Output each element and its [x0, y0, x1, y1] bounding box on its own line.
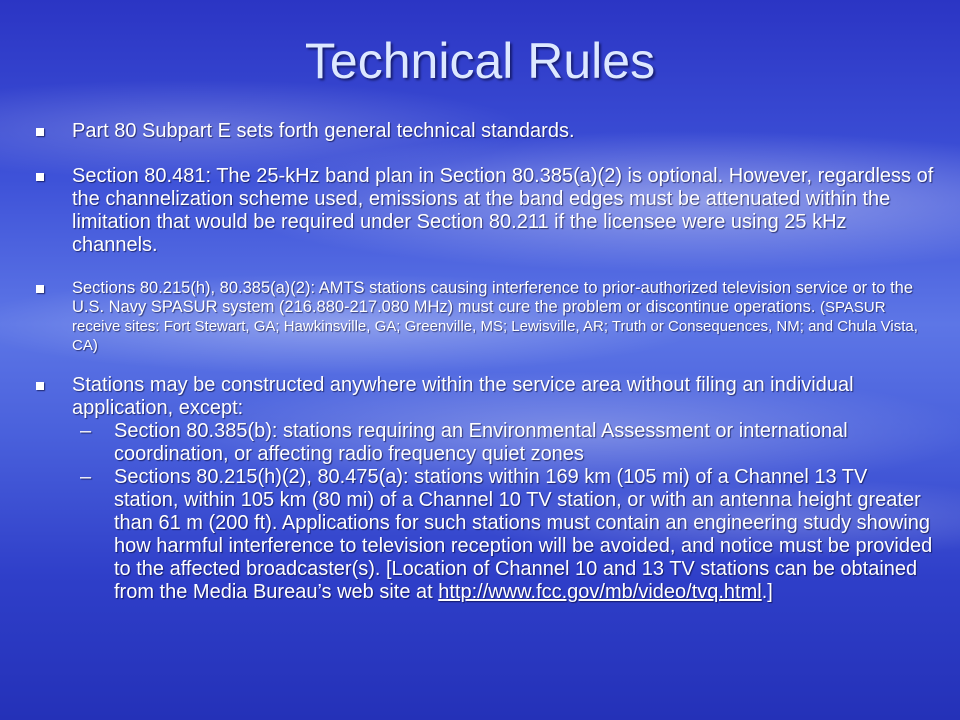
- sub-bullet-item: [34, 466, 934, 604]
- fcc-tv-station-link[interactable]: http://www.fcc.gov/mb/video/tvq.html: [438, 581, 762, 603]
- slide-title: Technical Rules: [304, 33, 656, 89]
- square-bullet-icon: [36, 173, 44, 181]
- bullet-text: Section 80.481: The 25-kHz band plan in Section 80.385(a)(2) is optional. However, regardless of the channelization scheme used, emissions at the band edges must be attenuated within the limitation that would be required under Section 80.211 if the licensee were using 25 kHz channels.: [72, 165, 934, 256]
- slide-body: [34, 120, 934, 604]
- square-bullet-icon: [36, 285, 44, 293]
- bullet-text: Part 80 Subpart E sets forth general technical standards.: [72, 120, 575, 142]
- square-bullet-icon: [36, 128, 44, 136]
- sub-bullet-item: [34, 420, 934, 466]
- bullet-text: Stations may be constructed anywhere within the service area without filing an individual application, except:: [72, 374, 854, 419]
- dash-bullet-icon: –: [80, 420, 92, 442]
- dash-bullet-icon: –: [80, 466, 92, 488]
- sub-bullet-text: Section 80.385(b): stations requiring an Environmental Assessment or international coordination, or affecting radio frequency quiet zones: [114, 420, 848, 465]
- bullet-item: [34, 120, 934, 143]
- bullet-text: Sections 80.215(h), 80.385(a)(2): AMTS stations causing interference to prior-authorized television service or to the U.S. Navy SPASUR system (216.880-217.080 MHz) must cure the problem or discontinue operations.: [72, 279, 914, 316]
- sub-bullet-text: Sections 80.215(h)(2), 80.475(a): stations within 169 km (105 mi) of a Channel 13 TV station, within 105 km (80 mi) of a Channel 10 TV station, or with an antenna height greater than 61 m (200 ft). Applications for such stations must contain an engineering study showing how harmful interference to television reception will be avoided, and notice must be provided to the affected broadcaster(s). [Location of Channel 10 and 13 TV stations can be obtained from the Media Bureau’s web site at: [114, 466, 933, 603]
- bullet-item: [34, 374, 934, 420]
- square-bullet-icon: [36, 382, 44, 390]
- bullet-note: (SPASUR receive sites: Fort Stewart, GA; Hawkinsville, GA; Greenville, MS; Lewisville, AR; Truth or Consequences, NM; and Chula Vista, CA): [72, 299, 918, 354]
- sub-bullet-tail: .]: [761, 581, 773, 603]
- bullet-item: [34, 165, 934, 257]
- bullet-item: [34, 279, 934, 355]
